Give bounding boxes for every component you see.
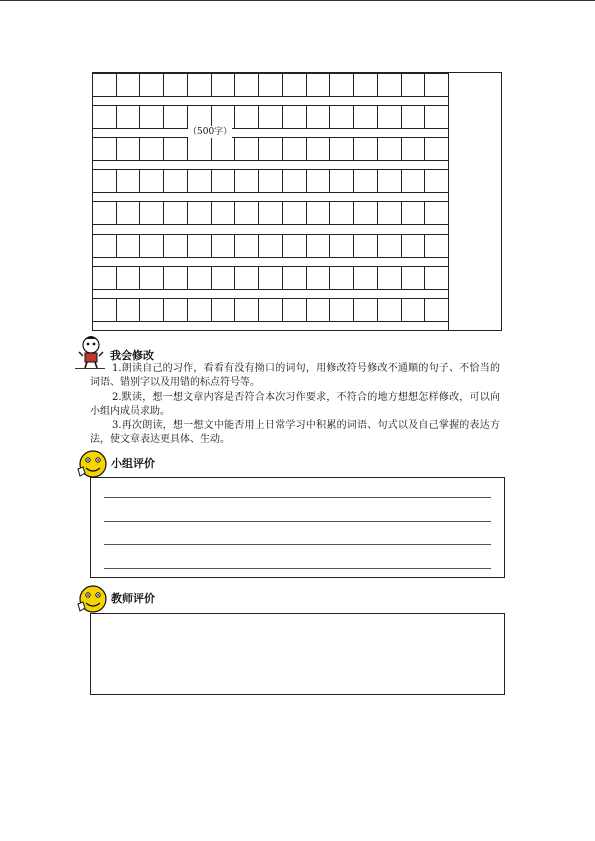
grid-cell[interactable] [188, 299, 212, 321]
grid-cell[interactable] [93, 235, 117, 257]
group-eval-title: 小组评价 [111, 457, 155, 470]
grid-row [93, 73, 448, 97]
grid-cell[interactable] [140, 299, 164, 321]
grid-cell[interactable] [259, 106, 283, 128]
grid-cell[interactable] [235, 74, 259, 96]
grid-cell[interactable] [93, 202, 117, 224]
grid-cell[interactable] [330, 235, 354, 257]
grid-cell[interactable] [330, 202, 354, 224]
grid-cell[interactable] [188, 170, 212, 192]
grid-cell[interactable] [93, 138, 117, 160]
grid-row [93, 201, 448, 225]
grid-cell[interactable] [354, 106, 378, 128]
grid-cell[interactable] [212, 138, 236, 160]
grid-cell[interactable] [425, 106, 448, 128]
grid-cell[interactable] [425, 299, 448, 321]
grid-cell[interactable] [425, 170, 448, 192]
grid-cell[interactable] [378, 74, 402, 96]
grid-cell[interactable] [140, 235, 164, 257]
grid-cell[interactable] [117, 138, 141, 160]
grid-cell[interactable] [283, 299, 307, 321]
grid-cell[interactable] [235, 235, 259, 257]
grid-cell[interactable] [283, 170, 307, 192]
grid-cell[interactable] [235, 106, 259, 128]
grid-cell[interactable] [259, 170, 283, 192]
grid-cell[interactable] [140, 267, 164, 289]
grid-cell[interactable] [283, 138, 307, 160]
grid-cell[interactable] [307, 202, 331, 224]
grid-cell[interactable] [283, 267, 307, 289]
grid-cell[interactable] [188, 267, 212, 289]
grid-cell[interactable] [117, 267, 141, 289]
grid-cell[interactable] [425, 235, 448, 257]
grid-cell[interactable] [402, 106, 426, 128]
grid-cell[interactable] [330, 106, 354, 128]
grid-cell[interactable] [235, 138, 259, 160]
group-eval-box[interactable] [90, 477, 505, 578]
grid-cell[interactable] [164, 106, 188, 128]
grid-cell[interactable] [307, 74, 331, 96]
grid-cell[interactable] [283, 235, 307, 257]
grid-cell[interactable] [259, 74, 283, 96]
writing-grid [92, 72, 502, 331]
grid-cell[interactable] [307, 138, 331, 160]
grid-cell[interactable] [402, 170, 426, 192]
grid-cell[interactable] [117, 299, 141, 321]
grid-cell[interactable] [188, 235, 212, 257]
grid-cell[interactable] [354, 267, 378, 289]
grid-cell[interactable] [378, 170, 402, 192]
grid-cell[interactable] [402, 299, 426, 321]
grid-cell[interactable] [354, 235, 378, 257]
grid-cell[interactable] [307, 299, 331, 321]
grid-cell[interactable] [164, 138, 188, 160]
grid-cell[interactable] [164, 235, 188, 257]
grid-cell[interactable] [330, 138, 354, 160]
grid-cell[interactable] [188, 74, 212, 96]
grid-row [93, 169, 448, 193]
grid-cell[interactable] [140, 106, 164, 128]
grid-cell[interactable] [425, 74, 448, 96]
grid-cell[interactable] [212, 74, 236, 96]
grid-cell[interactable] [402, 267, 426, 289]
grid-cell[interactable] [283, 74, 307, 96]
grid-cell[interactable] [140, 138, 164, 160]
grid-cell[interactable] [259, 299, 283, 321]
answer-line [104, 497, 491, 498]
grid-row [93, 137, 448, 161]
grid-cell[interactable] [378, 106, 402, 128]
grid-cell[interactable] [164, 267, 188, 289]
grid-cell[interactable] [402, 74, 426, 96]
grid-cell[interactable] [330, 74, 354, 96]
grid-cell[interactable] [164, 74, 188, 96]
teacher-eval-title: 教师评价 [111, 592, 155, 605]
teacher-eval-box[interactable] [90, 613, 505, 695]
grid-cell[interactable] [354, 74, 378, 96]
revise-item-3-text: 3.再次朗读，想一想文中能否用上日常学习中积累的词语、句式以及自己掌握的表达方法，使文章表达更具体、生动。 [90, 420, 500, 445]
grid-cell[interactable] [117, 74, 141, 96]
revise-title: 我会修改 [110, 349, 154, 362]
revise-item-1-text: 1.朗读自己的习作，看看有没有拗口的词句，用修改符号修改不通顺的句子、不恰当的词语、错别字以及用错的标点符号等。 [90, 363, 500, 388]
grid-cell[interactable] [259, 235, 283, 257]
grid-cell[interactable] [354, 138, 378, 160]
grid-cell[interactable] [425, 138, 448, 160]
grid-cell[interactable] [307, 235, 331, 257]
grid-cell[interactable] [140, 202, 164, 224]
grid-cell[interactable] [330, 267, 354, 289]
answer-line [104, 544, 491, 545]
grid-cell[interactable] [93, 299, 117, 321]
grid-cell[interactable] [140, 170, 164, 192]
grid-row [93, 234, 448, 258]
grid-cell[interactable] [212, 235, 236, 257]
grid-cell[interactable] [93, 170, 117, 192]
grid-cell[interactable] [354, 202, 378, 224]
grid-cell[interactable] [212, 299, 236, 321]
grid-cell[interactable] [307, 106, 331, 128]
grid-cell[interactable] [378, 202, 402, 224]
grid-cell[interactable] [188, 202, 212, 224]
grid-cell[interactable] [164, 202, 188, 224]
grid-cell[interactable] [402, 202, 426, 224]
grid-cell[interactable] [378, 235, 402, 257]
grid-cell[interactable] [117, 202, 141, 224]
answer-line [104, 568, 491, 569]
grid-cell[interactable] [117, 106, 141, 128]
grid-margin-divider [448, 73, 449, 330]
grid-cell[interactable] [307, 267, 331, 289]
grid-cell[interactable] [330, 170, 354, 192]
grid-cell[interactable] [378, 299, 402, 321]
grid-cell[interactable] [140, 74, 164, 96]
revise-item-2 [90, 391, 500, 419]
grid-cell[interactable] [259, 267, 283, 289]
grid-cell[interactable] [283, 202, 307, 224]
grid-cell[interactable] [354, 299, 378, 321]
grid-cell[interactable] [212, 267, 236, 289]
revise-item-1 [90, 362, 500, 390]
revise-item-2-text: 2.默读，想一想文章内容是否符合本次习作要求，不符合的地方想想怎样修改，可以向小组内成员求助。 [90, 392, 500, 417]
grid-row [93, 298, 448, 322]
grid-cell[interactable] [212, 202, 236, 224]
grid-cell[interactable] [354, 170, 378, 192]
grid-cell[interactable] [378, 138, 402, 160]
grid-cell[interactable] [330, 299, 354, 321]
grid-cell[interactable] [212, 106, 236, 128]
grid-cell[interactable] [235, 299, 259, 321]
grid-cell[interactable] [425, 267, 448, 289]
grid-cell[interactable] [93, 267, 117, 289]
grid-cell[interactable] [235, 170, 259, 192]
grid-cell[interactable] [283, 106, 307, 128]
revise-item-3 [90, 419, 500, 447]
grid-cell[interactable] [235, 202, 259, 224]
top-rule [0, 0, 595, 1]
grid-cell[interactable] [188, 106, 212, 128]
grid-row [93, 105, 448, 129]
grid-cell[interactable] [402, 235, 426, 257]
grid-cell[interactable] [117, 170, 141, 192]
grid-row [93, 266, 448, 290]
grid-cell[interactable] [402, 138, 426, 160]
grid-cell[interactable] [93, 74, 117, 96]
grid-cell[interactable] [425, 202, 448, 224]
grid-cell[interactable] [164, 170, 188, 192]
answer-line [104, 521, 491, 522]
grid-cell[interactable] [259, 138, 283, 160]
grid-cell[interactable] [307, 170, 331, 192]
grid-cell[interactable] [235, 267, 259, 289]
grid-cell[interactable] [164, 299, 188, 321]
grid-cell[interactable] [212, 170, 236, 192]
word-count-note: （500字） [188, 127, 233, 137]
grid-cell[interactable] [93, 106, 117, 128]
grid-cell[interactable] [188, 138, 212, 160]
grid-cell[interactable] [259, 202, 283, 224]
smiley-thumbs-up-icon [76, 584, 110, 616]
grid-cell[interactable] [378, 267, 402, 289]
grid-cell[interactable] [117, 235, 141, 257]
